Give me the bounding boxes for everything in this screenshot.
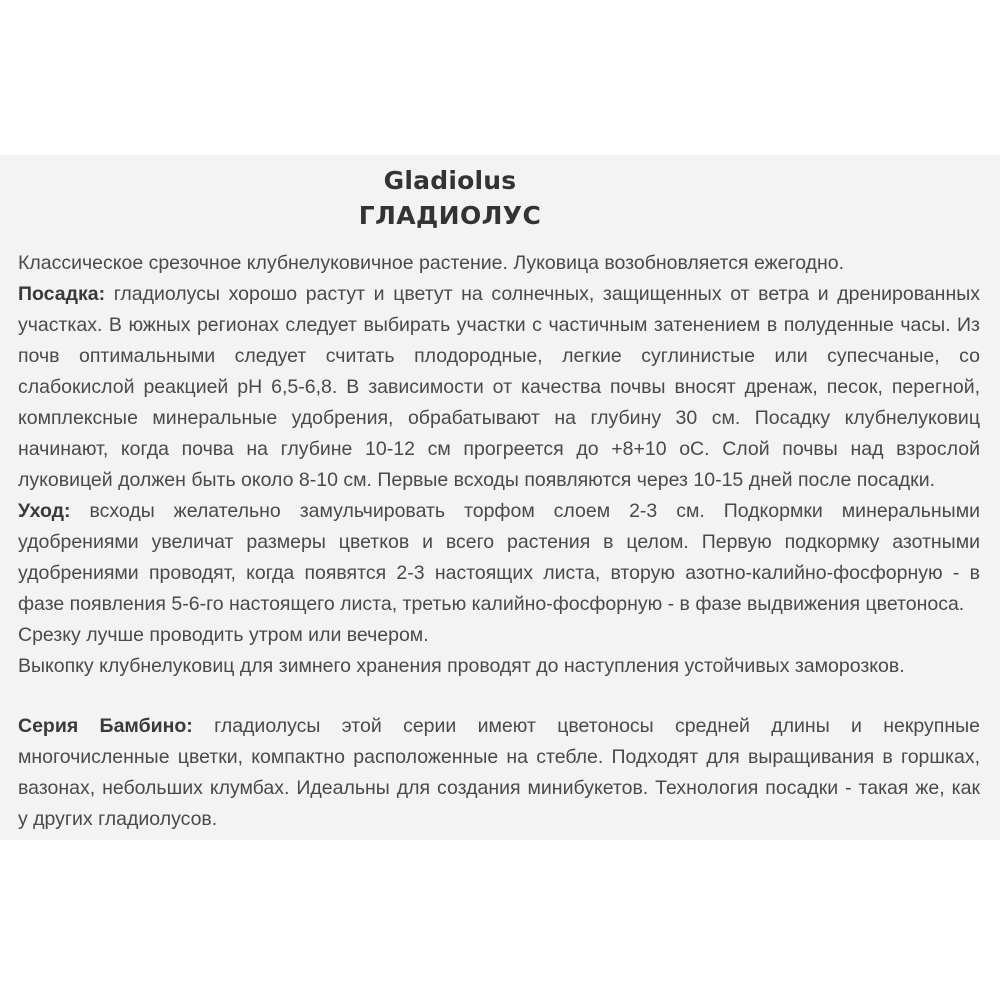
care-line <box>18 499 980 523</box>
care-line: фазе появления 5-6-го настоящего листа, третью калийно-фосфорную - в фазе выдвижения цветоноса. <box>18 593 965 615</box>
title-russian: ГЛАДИОЛУС <box>358 201 542 230</box>
care-text: всходы желательно замульчировать торфом слоем 2-3 см. Подкормки минеральными <box>70 500 980 522</box>
series-line: у других гладиолусов. <box>18 808 218 830</box>
series-line: вазонах, небольших клумбах. Идеальны для создания минибукетов. Технология посадки - такая же, как <box>18 777 980 799</box>
planting-line: начинают, когда почва на глубине 10-12 см прогреется до +8+10 оС. Слой почвы над взрослой <box>18 438 980 460</box>
planting-line <box>18 282 980 306</box>
series-line <box>18 714 980 738</box>
planting-line: почв оптимальными следует считать плодородные, легкие суглинистые или супесчаные, со <box>18 345 980 367</box>
care-label: Уход: <box>18 500 71 522</box>
planting-line: луковицей должен быть около 8-10 см. Первые всходы появляются через 10-15 дней после посадки. <box>18 469 936 491</box>
title-latin: Gladiolus <box>383 166 517 195</box>
planting-text: гладиолусы хорошо растут и цветут на солнечных, защищенных от ветра и дренированных <box>105 283 980 305</box>
planting-line: слабокислой реакцией pH 6,5-6,8. В зависимости от качества почвы вносят дренаж, песок, перегной, <box>18 376 980 398</box>
care-line: Срезку лучше проводить утром или вечером. <box>18 624 429 646</box>
care-line: удобрениями проводят, когда появятся 2-3 настоящих листа, вторую азотно-калийно-фосфорную - в <box>18 562 980 584</box>
care-line: удобрениями увеличат размеры цветков и всего растения в целом. Первую подкормку азотными <box>18 531 980 553</box>
care-line: Выкопку клубнелуковиц для зимнего хранения проводят до наступления устойчивых заморозков. <box>18 655 905 677</box>
series-line: многочисленные цветки, компактно расположенные на стебле. Подходят для выращивания в горшках, <box>18 746 980 768</box>
intro-text: Классическое срезочное клубнелуковичное растение. Луковица возобновляется ежегодно. <box>18 252 845 274</box>
planting-label: Посадка: <box>18 283 106 305</box>
planting-line: участках. В южных регионах следует выбирать участки с частичным затенением в полуденные часы. Из <box>18 314 980 336</box>
planting-line: комплексные минеральные удобрения, обрабатывают на глубину 30 см. Посадку клубнелуковиц <box>18 407 980 429</box>
series-label: Серия Бамбино: <box>18 715 193 737</box>
series-text: гладиолусы этой серии имеют цветоносы средней длины и некрупные <box>192 715 980 737</box>
